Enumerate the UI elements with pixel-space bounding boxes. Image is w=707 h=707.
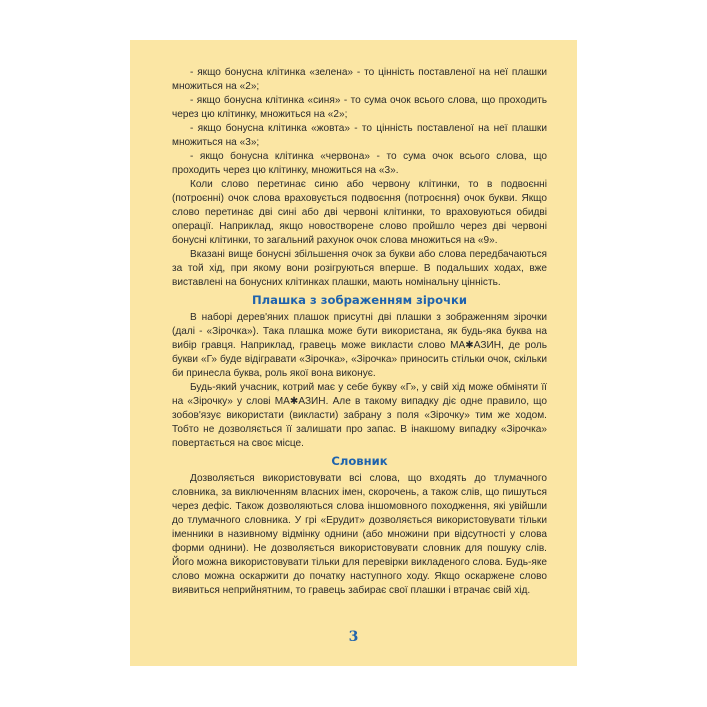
dictionary-paragraph: Дозволяється використовувати всі слова, що входять до тлумачного словника, за виключенням власних імен, скорочень, а також слів, що пишуться через дефіс. Також дозволяються слова іншомовного походження, які увійшли до тлумачного словника. У грі «Ерудит» дозволяється використовувати тільки іменники в називному відмінку однини (або множини при відсутності у слова форми однини). Не дозволяється використовувати словник для пошуку слів. Його можна використовувати тільки для перевірки викладеного слова. Будь-яке слово можна оскаржити до початку наступного ходу. Якщо оскаржене слово виявиться неприйнятним, то гравець забирає свої плашки і втрачає свій хід.	[172, 473, 547, 596]
star-section-title: Плашка з зображенням зірочки	[251, 293, 468, 307]
star-paragraph: В наборі дерев'яних плашок присутні дві плашки з зображенням зірочки (далі - «Зірочка»). Така плашка може бути використана, як будь-яка буква на вибір гравця. Наприклад, гравець може викласти слово МА✱АЗИН, де роль букви «Г» буде відігравати «Зірочка», «Зірочка» приносить стільки очок, скільки би принесла буква, роль якої вона виконує.	[172, 312, 547, 379]
page-number: 3	[348, 629, 359, 645]
book-page	[130, 40, 577, 666]
bonus-rule-blue: - якщо бонусна клітинка «синя» - то сума очок всього слова, що проходить через цю клітинку, множиться на «2»;	[172, 95, 547, 120]
bonus-paragraph: Вказані вище бонусні збільшення очок за букви або слова передбачаються за той хід, при якому вони розігруються вперше. В подальших ходах, вже виставлені на бонусних клітинках плашки, мають номінальну цінність.	[172, 249, 547, 288]
dictionary-section-title: Словник	[331, 454, 388, 468]
bonus-rule-red: - якщо бонусна клітинка «червона» - то сума очок всього слова, що проходить через цю клітинку, множиться на «3».	[172, 151, 547, 176]
star-paragraph: Будь-який учасник, котрий має у себе букву «Г», у свій хід може обміняти її на «Зірочку» у слові МА✱АЗИН. Але в такому випадку діє одне правило, що зобов'язує використати (викласти) забрану з поля «Зірочку» тим же ходом. Тобто не дозволяється її залишати про запас. В інакшому випадку «Зірочка» повертається на своє місце.	[172, 382, 547, 449]
bonus-rule-green: - якщо бонусна клітинка «зелена» - то цінність поставленої на неї плашки множиться на «2»;	[172, 67, 547, 92]
bonus-paragraph: Коли слово перетинає синю або червону клітинки, то в подвоєнні (потроєнні) очок слова враховується подвоєння (потроєння) очок букви. Якщо слово перетинає дві сині або дві червоні клітинки, то враховуються обидві операції. Наприклад, якщо новостворене слово пройшло через дві червоні бонусні клітинки, то загальний рахунок очок слова множиться на «9».	[172, 179, 547, 246]
bonus-rule-yellow: - якщо бонусна клітинка «жовта» - то цінність поставленої на неї плашки множиться на «3»;	[172, 123, 547, 148]
